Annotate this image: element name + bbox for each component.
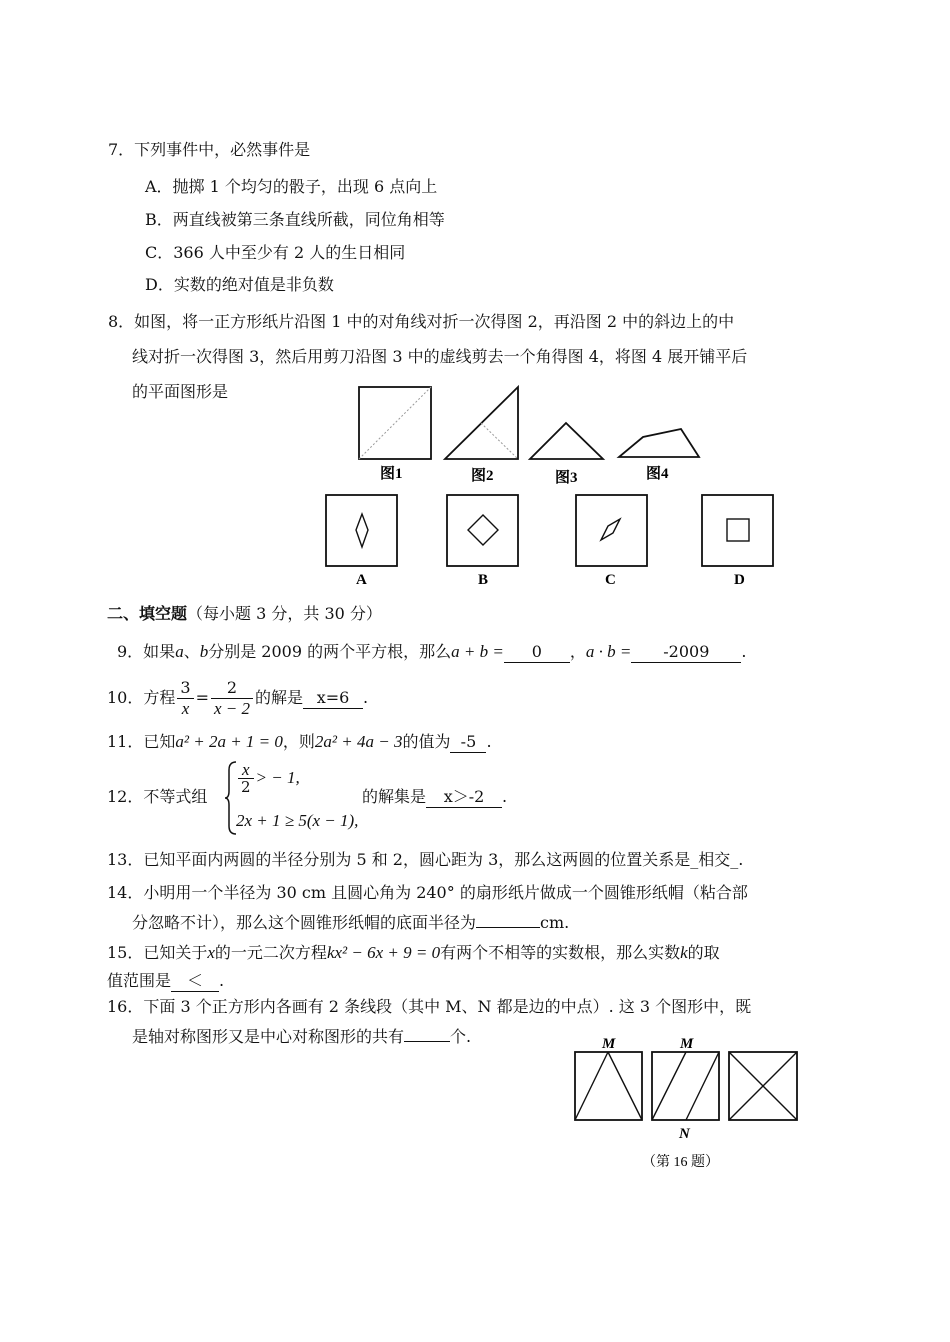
q8-figure [0, 0, 950, 600]
option-d-figure [702, 495, 773, 566]
q14-line2-prefix: 分忽略不计），那么这个圆锥形纸帽的底面半径为 [132, 913, 477, 932]
q15-p1: 15．已知关于 [107, 943, 208, 962]
q12-mid: 的解集是 [362, 787, 427, 806]
fig4-label: 图4 [646, 466, 669, 482]
q15-expr: kx² − 6x + 9 = 0 [326, 943, 441, 962]
fig1-square [359, 387, 431, 459]
fig2-label: 图2 [471, 468, 494, 484]
q9-var-a: a [175, 642, 184, 661]
q10-answer: x=6 [303, 688, 363, 709]
q16-square-1 [575, 1052, 642, 1120]
fig2-triangle [445, 387, 518, 459]
q9-comma: ， [569, 642, 586, 661]
q16-label-m2: M [680, 1036, 694, 1052]
q10-mid: 的解是 [255, 688, 304, 707]
q9-answer1: 0 [504, 642, 570, 663]
q11-prefix: 11．已知 [107, 732, 176, 751]
q11-end: . [486, 732, 492, 751]
q15-line2-prefix: 值范围是 [107, 971, 172, 990]
q11-expr2: 2a² + 4a − 3 [314, 732, 403, 751]
q14-line2-end: cm. [540, 913, 570, 932]
q9-expr1: a + b = [451, 642, 504, 661]
q15-answer: ＜ [171, 971, 219, 992]
section2-title: 二、填空题 [107, 604, 188, 623]
q14-blank [476, 927, 540, 928]
option-a-label: A [356, 572, 367, 588]
q11-expr1: a² + 2a + 1 = 0 [175, 732, 283, 751]
q10-f2-den: x − 2 [213, 699, 250, 718]
option-a-figure [326, 495, 397, 566]
q15-p2: 的一元二次方程 [214, 943, 327, 962]
q10-eq: = [195, 688, 209, 707]
q9 [117, 641, 746, 663]
q12-ineq1-den: 2 [241, 778, 251, 796]
q12-ineq1 [236, 761, 300, 796]
fig4-shape [619, 429, 699, 457]
q16-caption: （第 16 题） [642, 1155, 719, 1170]
q15-p3: 有两个不相等的实数根，那么实数 [440, 943, 681, 962]
section2-header [107, 603, 382, 625]
q10-f2-num: 2 [211, 678, 253, 699]
q11 [107, 731, 492, 753]
q9-prefix: 9．如果 [117, 642, 176, 661]
fig1-label: 图1 [380, 466, 403, 482]
fig3-triangle [530, 423, 603, 459]
q9-end: . [741, 642, 747, 661]
q7-option-a: A．抛掷 1 个均匀的骰子，出现 6 点向上 [145, 177, 438, 196]
q11-answer: -5 [450, 732, 486, 753]
option-c-label: C [605, 572, 616, 588]
q10-f1-num: 3 [177, 678, 193, 699]
q9-sep: 、 [183, 642, 200, 661]
q14-line2 [132, 912, 569, 934]
q16-figure [560, 1030, 810, 1180]
q7-option-b: B．两直线被第三条直线所截，同位角相等 [145, 210, 445, 229]
q8-line3: 的平面图形是 [132, 382, 229, 401]
q16-line2-end: 个. [450, 1027, 472, 1046]
q8-line1: 8．如图，将一正方形纸片沿图 1 中的对角线对折一次得图 2，再沿图 2 中的斜边上的中 [108, 312, 735, 331]
q7-stem: 7．下列事件中，必然事件是 [108, 140, 311, 159]
q10-prefix: 10．方程 [107, 688, 176, 707]
q12-ineq1-fraction [238, 761, 254, 796]
section2-note: （每小题 3 分，共 30 分） [187, 604, 382, 623]
q12-prefix: 12．不等式组 [107, 787, 208, 806]
q16-label-n: N [679, 1126, 690, 1142]
q15-p4: 的取 [687, 943, 720, 962]
option-d-label: D [734, 572, 745, 588]
q12-ineq1-num: x [238, 761, 254, 779]
q11-mid: ，则 [282, 732, 315, 751]
q9-expr2: a · b = [585, 642, 632, 661]
q10-end: . [363, 688, 369, 707]
q12-ineq2: 2x + 1 ≥ 5(x − 1), [236, 811, 359, 830]
q15-var-x: x [207, 943, 215, 962]
q16-square-3 [729, 1052, 797, 1120]
q15-var-k: k [680, 943, 688, 962]
q7-option-d: D．实数的绝对值是非负数 [145, 275, 334, 294]
q12-tail [362, 786, 507, 808]
q9-answer2: -2009 [631, 642, 741, 663]
q16-blank [404, 1041, 450, 1042]
q12-end: . [502, 787, 508, 806]
q7-option-c: C．366 人中至少有 2 人的生日相同 [145, 243, 406, 262]
q11-mid2: 的值为 [402, 732, 451, 751]
q12-answer: x＞-2 [426, 787, 502, 808]
q15-line1 [107, 942, 720, 964]
q9-var-b: b [199, 642, 209, 661]
fig3-label: 图3 [555, 470, 578, 486]
q16-label-m1: M [602, 1036, 616, 1052]
q10 [107, 674, 368, 724]
option-c-figure [576, 495, 647, 566]
q10-fraction1 [177, 678, 193, 719]
q15-line2 [107, 970, 224, 992]
q10-f1-den: x [181, 699, 190, 718]
q12-ineq1-rest: > − 1, [255, 768, 300, 787]
option-b-figure [447, 495, 518, 566]
q16-line1: 16．下面 3 个正方形内各画有 2 条线段（其中 M、N 都是边的中点）. 这 3 个图形中，既 [107, 997, 752, 1016]
q8-line2: 线对折一次得图 3，然后用剪刀沿图 3 中的虚线剪去一个角得图 4，将图 4 展开铺平后 [132, 347, 748, 366]
q16-square-2 [652, 1052, 719, 1120]
q16-line2 [132, 1026, 471, 1048]
q9-mid: 分别是 2009 的两个平方根，那么 [208, 642, 452, 661]
option-b-label: B [478, 572, 489, 588]
q13: 13．已知平面内两圆的半径分别为 5 和 2，圆心距为 3，那么这两圆的位置关系是_相交_. [107, 850, 744, 869]
q14-line1: 14．小明用一个半径为 30 cm 且圆心角为 240° 的扇形纸片做成一个圆锥形纸帽（粘合部 [107, 883, 748, 902]
q16-line2-prefix: 是轴对称图形又是中心对称图形的共有 [132, 1027, 405, 1046]
q15-end: . [219, 971, 225, 990]
q10-fraction2 [211, 678, 253, 719]
